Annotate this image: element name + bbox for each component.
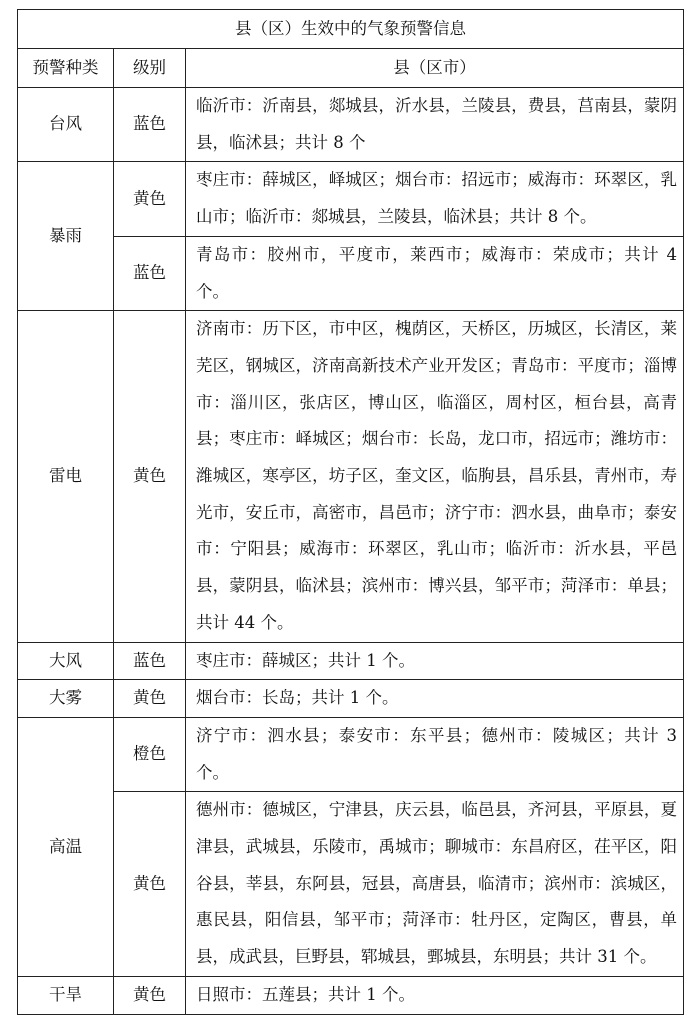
county-list: 枣庄市：薛城区；共计 1 个。: [186, 642, 684, 680]
warning-type: 干旱: [18, 976, 114, 1014]
warning-level: 橙色: [114, 717, 186, 791]
warning-type: 暴雨: [18, 162, 114, 311]
warning-level: 蓝色: [114, 88, 186, 162]
warning-type: 台风: [18, 88, 114, 162]
table-row: [18, 236, 684, 310]
table-row: [18, 311, 684, 642]
table-row: [18, 717, 684, 791]
county-list: 济宁市：泗水县；泰安市：东平县；德州市：陵城区；共计 3 个。: [186, 717, 684, 791]
county-list: 枣庄市：薛城区，峄城区；烟台市：招远市；威海市：环翠区，乳山市；临沂市：郯城县，兰陵县，临沭县；共计 8 个。: [186, 162, 684, 236]
table-row: [18, 162, 684, 236]
header-level: 级别: [114, 49, 186, 88]
county-list: 青岛市：胶州市，平度市，莱西市；威海市：荣成市；共计 4 个。: [186, 236, 684, 310]
warning-type: 雷电: [18, 311, 114, 642]
table-row: [18, 792, 684, 977]
county-list: 济南市：历下区，市中区，槐荫区，天桥区，历城区，长清区，莱芜区，钢城区，济南高新技术产业开发区；青岛市：平度市；淄博市：淄川区，张店区，博山区，临淄区，周村区，桓台县，高青县；枣庄市：峄城区；烟台市：长岛，龙口市，招远市；潍坊市：潍城区，寒亭区，坊子区，奎文区，临朐县，昌乐县，青州市，寿光市，安丘市，高密市，昌邑市；济宁市：泗水县，曲阜市；泰安市：宁阳县；威海市：环翠区，乳山市；临沂市：沂水县，平邑县，蒙阴县，临沭县；滨州市：博兴县，邹平市；菏泽市：单县；共计 44 个。: [186, 311, 684, 642]
header-row: [18, 49, 684, 88]
table-row: [18, 976, 684, 1014]
warning-level: 黄色: [114, 792, 186, 977]
warning-level: 蓝色: [114, 236, 186, 310]
warning-level: 蓝色: [114, 642, 186, 680]
warning-type: 大雾: [18, 680, 114, 718]
warning-type: 大风: [18, 642, 114, 680]
county-list: 烟台市：长岛；共计 1 个。: [186, 680, 684, 718]
county-list: 临沂市：沂南县，郯城县，沂水县，兰陵县，费县，莒南县，蒙阴县，临沭县；共计 8 个: [186, 88, 684, 162]
county-list: 德州市：德城区，宁津县，庆云县，临邑县，齐河县，平原县，夏津县，武城县，乐陵市，禹城市；聊城市：东昌府区，茌平区，阳谷县，莘县，东阿县，冠县，高唐县，临清市；滨州市：滨城区，惠民县，阳信县，邹平市；菏泽市：牡丹区，定陶区，曹县，单县，成武县，巨野县，郓城县，鄄城县，东明县；共计 31 个。: [186, 792, 684, 977]
warning-table: [17, 9, 684, 1015]
table-row: [18, 88, 684, 162]
warning-type: 高温: [18, 717, 114, 976]
warning-level: 黄色: [114, 162, 186, 236]
warning-level: 黄色: [114, 680, 186, 718]
warning-level: 黄色: [114, 976, 186, 1014]
table-row: [18, 680, 684, 718]
warning-level: 黄色: [114, 311, 186, 642]
header-type: 预警种类: [18, 49, 114, 88]
table-title: 县（区）生效中的气象预警信息: [18, 10, 684, 49]
table-row: [18, 642, 684, 680]
county-list: 日照市：五莲县；共计 1 个。: [186, 976, 684, 1014]
header-county: 县（区市）: [186, 49, 684, 88]
